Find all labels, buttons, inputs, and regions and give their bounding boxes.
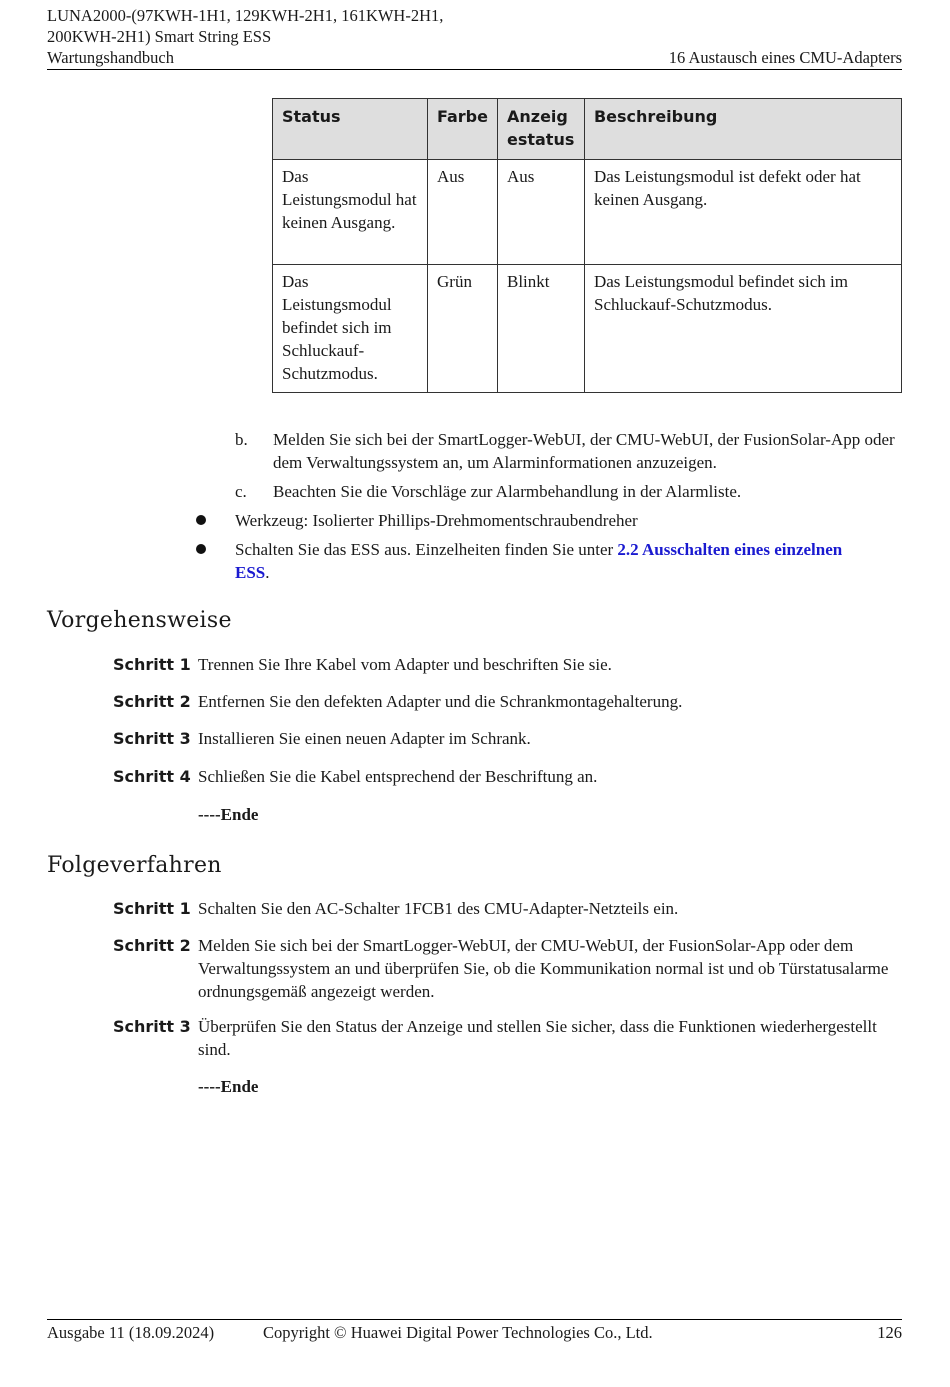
document-title-line2: 200KWH-2H1) Smart String ESS — [47, 27, 272, 46]
column-header-description: Beschreibung — [584, 99, 901, 160]
step-label: Schritt 2 — [113, 936, 191, 955]
table-cell: Das Leistungsmodul hat keinen Ausgang. — [273, 160, 428, 265]
step-text: Installieren Sie einen neuen Adapter im Schrank. — [198, 729, 531, 748]
substep-text: Beachten Sie die Vorschläge zur Alarmbehandlung in der Alarmliste. — [273, 482, 742, 501]
table-row — [273, 265, 902, 393]
table-cell: Das Leistungsmodul befindet sich im Schluckauf-Schutzmodus. — [584, 265, 901, 393]
step-text: Schließen Sie die Kabel entsprechend der Beschriftung an. — [198, 767, 598, 786]
cross-reference-link[interactable]: 2.2 Ausschalten eines einzelnen ESS — [235, 540, 843, 582]
step-text: Melden Sie sich bei der SmartLogger-WebUI, der CMU-WebUI, der FusionSolar-App oder dem Verwaltungssystem an und überprüfen Sie, ob die Kommunikation normal ist und ob Türstatusalarme ordnungsgemäß angezeigt werden. — [198, 936, 889, 1001]
table-cell: Das Leistungsmodul ist defekt oder hat keinen Ausgang. — [584, 160, 901, 265]
substep-text: Melden Sie sich bei der SmartLogger-WebUI, der CMU-WebUI, der FusionSolar-App oder dem Verwaltungssystem an, um Alarminformationen anzuzeigen. — [273, 430, 895, 472]
step-text: Schalten Sie den AC-Schalter 1FCB1 des CMU-Adapter-Netzteils ein. — [198, 899, 679, 918]
page-footer — [47, 1319, 902, 1344]
table-cell: Blinkt — [497, 265, 584, 393]
table-cell: Aus — [428, 160, 498, 265]
section-title-procedure: Vorgehensweise — [47, 608, 232, 633]
followup-end-marker: ----Ende — [198, 1077, 259, 1096]
table-cell: Grün — [428, 265, 498, 393]
substep-marker: c. — [235, 482, 247, 501]
page-number: 126 — [877, 1323, 902, 1342]
table-header-row — [273, 99, 902, 160]
procedure-end-marker: ----Ende — [198, 805, 259, 824]
step-text: Überprüfen Sie den Status der Anzeige und stellen Sie sicher, dass die Funktionen wiederhergestellt sind. — [198, 1017, 877, 1059]
page-header — [47, 5, 902, 70]
bullet-shutdown — [235, 538, 875, 584]
step-label: Schritt 1 — [113, 655, 191, 674]
edition-text: Ausgabe 11 (18.09.2024) — [47, 1323, 215, 1342]
document-title-line3: Wartungshandbuch — [47, 48, 174, 67]
bullet-shutdown-suffix: . — [265, 563, 270, 582]
bullet-tool: Werkzeug: Isolierter Phillips-Drehmomentschraubendreher — [235, 511, 638, 530]
substep-marker: b. — [235, 430, 248, 449]
step-text: Trennen Sie Ihre Kabel vom Adapter und beschriften Sie sie. — [198, 655, 612, 674]
copyright-text: Copyright © Huawei Digital Power Technologies Co., Ltd. — [263, 1323, 653, 1342]
step-text: Entfernen Sie den defekten Adapter und die Schrankmontagehalterung. — [198, 692, 683, 711]
bullet-icon — [196, 515, 206, 525]
document-title-line1: LUNA2000-(97KWH-1H1, 129KWH-2H1, 161KWH-2H1, — [47, 6, 444, 25]
bullet-icon — [196, 544, 206, 554]
column-header-indicator-status: Anzeig estatus — [497, 99, 584, 160]
step-label: Schritt 4 — [113, 767, 191, 786]
table-cell: Aus — [497, 160, 584, 265]
table-cell: Das Leistungsmodul befindet sich im Schluckauf-Schutzmodus. — [273, 265, 428, 393]
section-title-followup: Folgeverfahren — [47, 853, 222, 878]
step-label: Schritt 3 — [113, 729, 191, 748]
column-header-color: Farbe — [428, 99, 498, 160]
document-title — [47, 5, 443, 68]
indicator-status-table — [272, 98, 902, 393]
table-row — [273, 160, 902, 265]
step-label: Schritt 3 — [113, 1017, 191, 1036]
chapter-title: 16 Austausch eines CMU-Adapters — [668, 48, 902, 67]
bullet-shutdown-text: Schalten Sie das ESS aus. Einzelheiten finden Sie unter — [235, 540, 618, 559]
step-label: Schritt 2 — [113, 692, 191, 711]
column-header-status: Status — [273, 99, 428, 160]
step-label: Schritt 1 — [113, 899, 191, 918]
